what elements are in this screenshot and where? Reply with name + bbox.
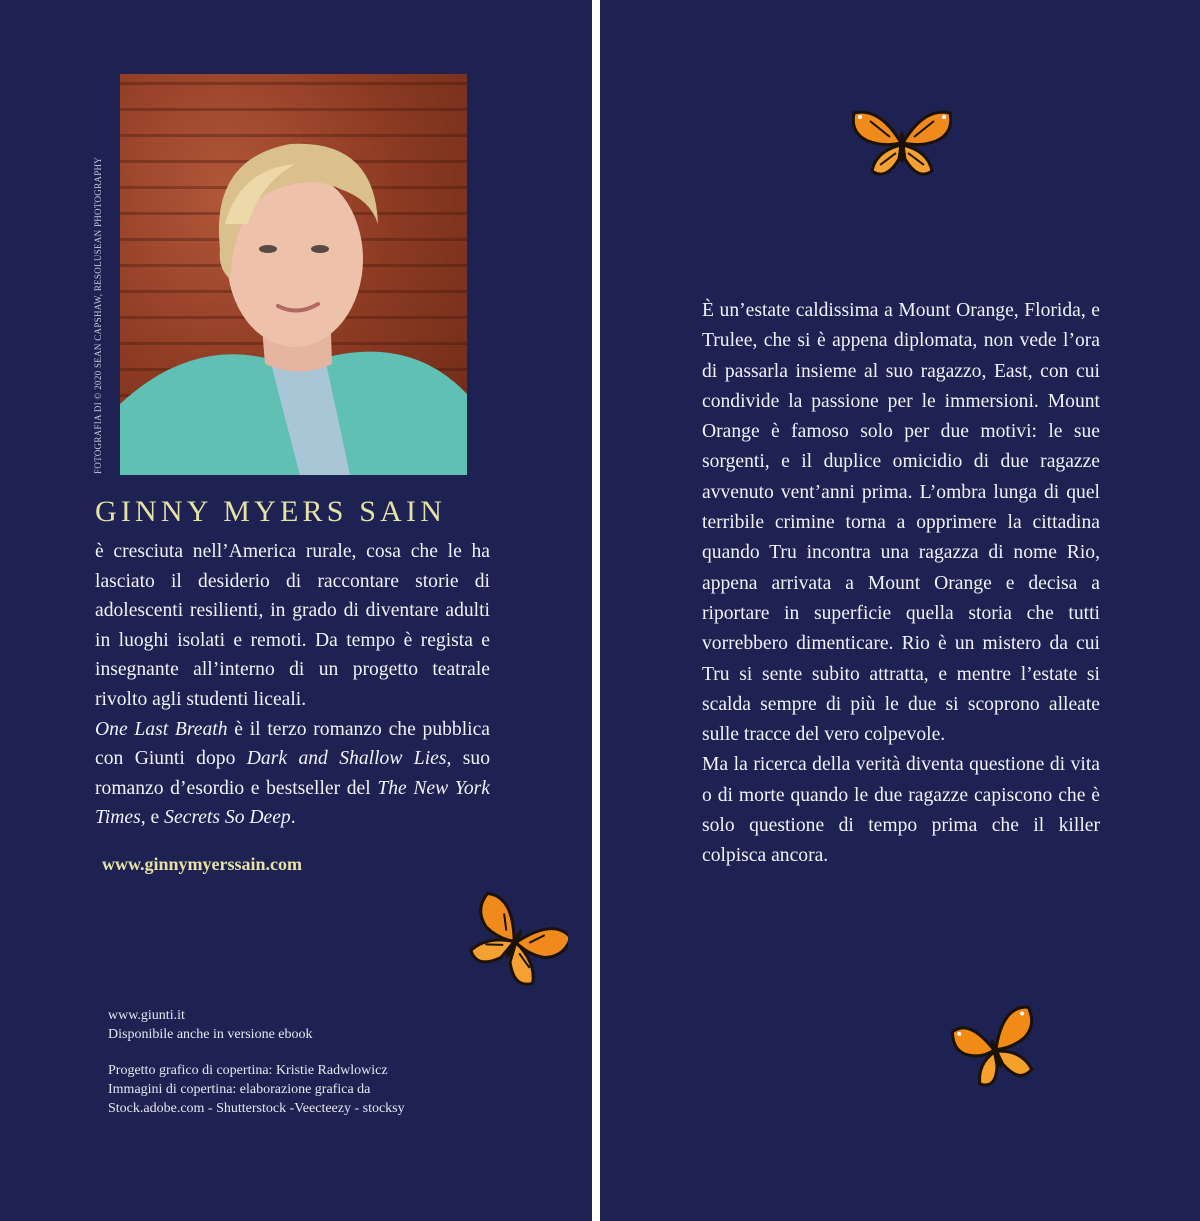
publisher-info [108,1006,488,1118]
author-website-link[interactable]: www.ginnymyerssain.com [102,854,303,874]
back-flap [0,0,592,1221]
cover-images-sources: Stock.adobe.com - Shutterstock -Veecteezy - stocksy [108,1101,405,1116]
monarch-butterfly-icon [944,1006,1044,1094]
monarch-butterfly-icon [850,107,954,181]
author-name: GINNY MYERS SAIN [95,495,447,528]
book-title: One Last Breath [95,718,228,740]
bio-books-paragraph: One Last Breath è il terzo romanzo che pubblica con Giunti dopo Dark and Shallow Lies, suo romanzo d’esordio e bestseller del The New York Times, e Secrets So Deep. [95,718,491,829]
bio-paragraph: è cresciuta nell’America rurale, cosa che le ha lasciato il desiderio di raccontare storie di adolescenti resilienti, in grado di diventare adulti in luoghi isolati e remoti. Da tempo è regista e insegnante all’interno di un progetto teatrale rivolto agli studenti liceali. [95,541,490,710]
monarch-butterfly-icon [462,892,568,992]
book-synopsis [702,296,1100,872]
newspaper-title: The New York Times [95,777,491,829]
fold-divider [592,0,600,1221]
author-bio [95,537,490,833]
cover-design-credit: Progetto grafico di copertina: Kristie Radwlowicz [108,1063,388,1078]
previous-book-title: Secrets So Deep [164,807,291,829]
synopsis-paragraph: Ma la ricerca della verità diventa questione di vita o di morte quando le due ragazze capiscono che è solo questione di tempo prima che il killer colpisca ancora. [702,754,1100,867]
synopsis-paragraph: È un’estate caldissima a Mount Orange, Florida, e Trulee, che si è appena diplomata, non vede l’ora di passarla insieme al suo ragazzo, East, con cui condivide la passione per le immersioni. Mount Orange è famoso solo per due motivi: le sue sorgenti, e il duplice omicidio di due ragazze avvenuto vent’anni prima. L’ombra lunga di quel terribile crimine torna a opprimere la cittadina quando Tru incontra una ragazza di nome Rio, appena arrivata a Mount Orange e decisa a riportare in superficie quella storia che tutti vorrebbero dimenticare. Rio è un mistero da cui Tru si sente subito attratta, e mentre l’estate si scalda sempre di più le due si scoprono alleate sulle tracce del vero colpevole. [702,300,1100,746]
cover-images-credit: Immagini di copertina: elaborazione grafica da [108,1082,371,1097]
publisher-website[interactable]: www.giunti.it [108,1008,185,1023]
ebook-note: Disponibile anche in versione ebook [108,1027,313,1042]
previous-book-title: Dark and Shallow Lies [246,748,447,770]
author-photo [120,74,467,475]
photo-credit: FOTOGRAFIA DI © 2020 SEAN CAPSHAW, RESOLUSEAN PHOTOGRAPHY [93,156,103,474]
